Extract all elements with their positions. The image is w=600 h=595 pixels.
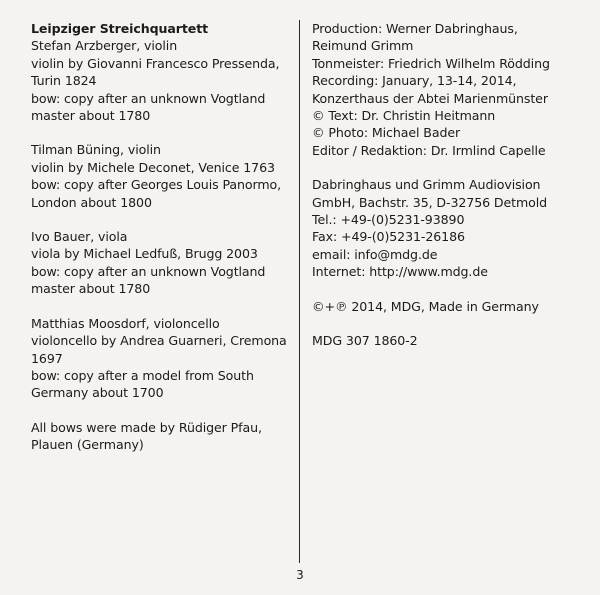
viola (31, 228, 286, 298)
text-line: All bows were made by Rüdiger Pfau, (31, 419, 262, 435)
text-line: London about 1800 (31, 194, 152, 210)
column-divider (299, 20, 300, 563)
text-line: Tonmeister: Friedrich Wilhelm Rödding (312, 55, 550, 71)
text-line: Tilman Büning, violin (31, 142, 161, 158)
text-line: Dabringhaus und Grimm Audiovision (312, 177, 541, 193)
catalog-number (312, 332, 594, 349)
text-line: Internet: http://www.mdg.de (312, 264, 488, 280)
text-line: Production: Werner Dabringhaus, (312, 21, 518, 36)
bows-note (31, 419, 286, 454)
text-line: master about 1780 (31, 281, 151, 297)
text-line: Ivo Bauer, viola (31, 229, 128, 245)
text-line: © Photo: Michael Bader (312, 125, 461, 141)
text-line: bow: copy after an unknown Vogtland (31, 90, 266, 106)
text-line: bow: copy after a model from South (31, 367, 254, 383)
second-violin (31, 141, 286, 211)
credits-right-column (312, 20, 594, 367)
copyright (312, 298, 594, 315)
text-line: master about 1780 (31, 108, 151, 124)
violoncello (31, 315, 286, 402)
text-line: bow: copy after Georges Louis Panormo, (31, 177, 282, 193)
text-line: Turin 1824 (31, 73, 97, 89)
text-line: bow: copy after an unknown Vogtland (31, 263, 266, 279)
text-line: Stefan Arzberger, violin (31, 38, 178, 54)
text-line: Tel.: +49-(0)5231-93890 (312, 212, 465, 228)
credits-left-column (31, 20, 286, 471)
text-line: Germany about 1700 (31, 385, 164, 401)
text-line: ©+℗ 2014, MDG, Made in Germany (312, 298, 539, 314)
text-line: Konzerthaus der Abtei Marienmünster (312, 90, 548, 106)
text-line: Matthias Moosdorf, violoncello (31, 315, 220, 331)
text-line: violin by Michele Deconet, Venice 1763 (31, 159, 275, 175)
text-line: MDG 307 1860-2 (312, 333, 418, 349)
text-line: violin by Giovanni Francesco Pressenda, (31, 55, 280, 71)
text-line: GmbH, Bachstr. 35, D-32756 Detmold (312, 194, 548, 210)
text-line: Plauen (Germany) (31, 437, 144, 453)
text-line: © Text: Dr. Christin Heitmann (312, 108, 496, 124)
text-line: Editor / Redaktion: Dr. Irmlind Capelle (312, 142, 546, 158)
text-line: Fax: +49-(0)5231-26186 (312, 229, 465, 245)
quartet-and-first-violin (31, 20, 286, 124)
page-number: 3 (296, 568, 304, 582)
text-line: violoncello by Andrea Guarneri, Cremona (31, 333, 287, 349)
text-line: email: info@mdg.de (312, 246, 438, 262)
label-address (312, 176, 594, 280)
text-line: 1697 (31, 350, 63, 366)
text-line: viola by Michael Ledfuß, Brugg 2003 (31, 246, 258, 262)
text-line: Reimund Grimm (312, 38, 414, 54)
text-line: Recording: January, 13-14, 2014, (312, 73, 517, 89)
production-credits (312, 20, 594, 159)
ensemble-name: Leipziger Streichquartett (31, 21, 209, 36)
